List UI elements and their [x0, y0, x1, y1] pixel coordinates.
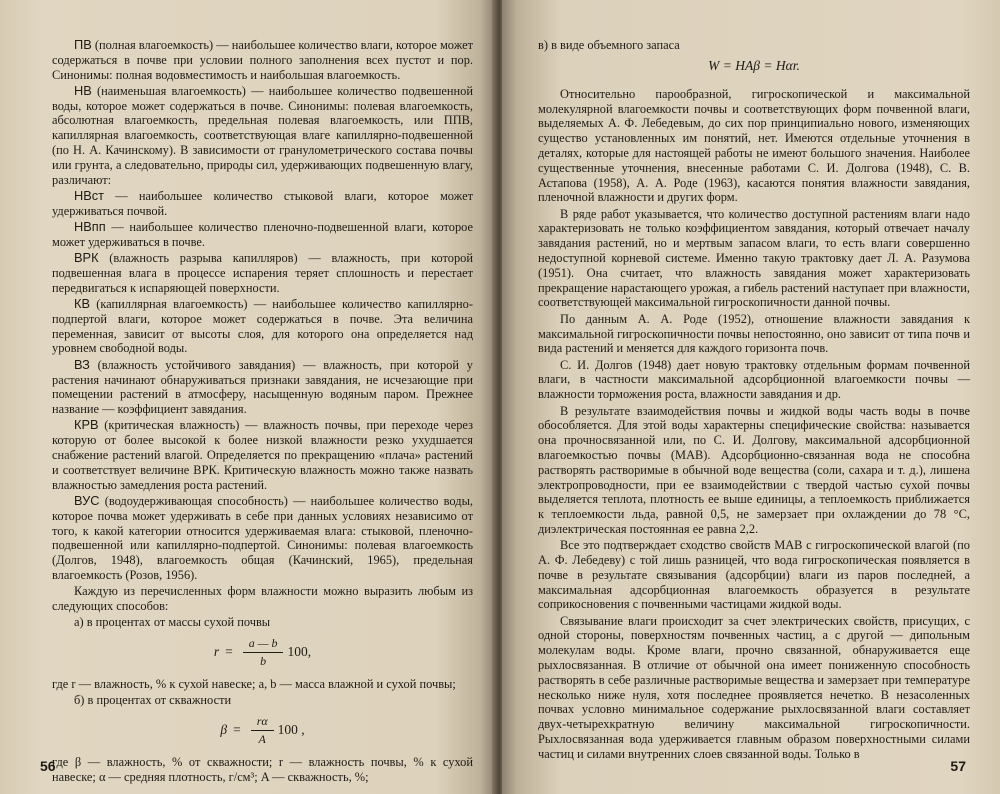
right-page-text [538, 38, 970, 762]
definition-vz: ВЗ (влажность устойчивого завядания) — влажность, при которой у растения начинают обнаруживаться признаки завядания, не исчезающие при помещении растений в атмосферу, насыщенную водяным паром. Прежнее название — коэффициент завядания. [52, 356, 473, 417]
term-kv: КВ [74, 296, 90, 312]
formula-r: r = $\frac{a — b}{b}$ 100, [213, 635, 312, 668]
term-krv: КРВ [74, 417, 99, 433]
page-number-left: 56 [40, 758, 56, 774]
paragraph-lebedev: Относительно парообразной, гигроскопической и максимальной молекулярной влагоемкости почвы и соответствующих форм почвенной влаги, выделяемых А. Ф. Лебедевым, до сих пор принципиально нового, изменяющих существо установленных им понятий, нет. Имеются отдельные уточнения в деталях, которые для настоящей работы не имеют большого значения. Наиболее существенные уточнения, внесенные работами С. И. Долгова (1948), С. В. Астапова (1958), А. А. Роде (1963), касаются понятия влажности завядания, пленочной влажности и других форм. [538, 86, 970, 205]
definition-pv: ПВ (полная влагоемкость) — наибольшее количество влаги, которое может содержаться в почве при условии полного заполнения всех пустот и пор. Синонимы: полная водовместимость и наибольшая влагоемкость. [52, 37, 474, 82]
paragraph-wilting: В ряде работ указывается, что количество доступной растениям влаги надо характеризовать не только коэффициентом завядания, который отвечает началу завядания растений, но и мертвым запасом влаги, то есть влаги совершенно недоступной корневой системе. Именно такую трактовку дает Л. А. Разумова (1951). Она считает, что влажность завядания может характеризовать прекращение нарастающего урожая, а гибель растений наступает при влажности, соответствующей максимальной гигроскопичности данной почвы. [538, 206, 970, 310]
paragraph-forms: Каждую из перечисленных форм влажности можно выразить любым из следующих способов: [52, 584, 473, 613]
definition-vrk: ВРК (влажность разрыва капилляров) — влажность, при которой подвешенная влага в процессе испарения теряет сплошность и перестает передвигаться к испаряющей поверхности. [52, 250, 473, 295]
formula-beta: β = $\frac{r\alpha}{A}$ 100 , [220, 713, 305, 746]
term-nvpp: НВпп [74, 219, 106, 235]
definition-nv: НВ (наименьшая влагоемкость) — наибольшее количество подвешенной воды, которое может содержаться в почве. Синонимы: полевая влагоемкость, абсолютная влагоемкость, предельная полевая влагоемкость, или ППВ, капиллярная влагоемкость, соответствующая влаге капиллярно-подвешенной (по Н. А. Качинскому). В зависимости от гранулометрического состава почвы или грунта, а следовательно, природы сил, удерживающих подвешенную влагу, различают: [52, 82, 473, 187]
fraction-beta: $\frac{r\alpha}{A}$ [251, 714, 274, 747]
term-pv: ПВ [74, 37, 92, 52]
definition-nvpp: НВпп — наибольшее количество пленочно-подвешенной влаги, которое может удерживаться в почве. [52, 219, 473, 249]
list-item-b: б) в процентах от скважности [74, 693, 232, 708]
page-number-right: 57 [950, 758, 966, 774]
term-vrk: ВРК [74, 250, 99, 266]
list-item-a: а) в процентах от массы сухой почвы [74, 615, 271, 630]
list-item-v: в) в виде объемного запаса [538, 38, 680, 52]
right-page [502, 0, 1000, 794]
definition-vus: ВУС (водоудерживающая способность) — наибольшее количество воды, которое почва может удерживать в себе при данных условиях независимо от того, к какой категории относится удерживаемая влага: стыковой, пленочно-подвешенной или капиллярно-подпертой. Синонимы: полевая влагоемкость (Долгов, 1948), влагоемкость общая (Качинский, 1965), предельная влагоемкость (Розов, 1956). [52, 492, 473, 582]
definition-kv: КВ (капиллярная влагоемкость) — наибольшее количество капиллярно-подпертой влаги, которое может содержаться в почве. Эта величина переменная, зависит от высоты слоя, для которого она определяется над уровнем свободной воды. [52, 296, 473, 356]
formula-beta-legend: где β — влажность, % от скважности; r — влажность почвы, % к сухой навеске; α — средняя плотность, г/см³; A — скважность, %; [52, 755, 473, 784]
paragraph-rode: По данным А. А. Роде (1952), отношение влажности завядания к максимальной гигроскопичности почвы непостоянно, оно зависит от типа почв и вида растений и меняется для каждого горизонта почв. [538, 311, 970, 356]
paragraph-dolgov: С. И. Долгов (1948) дает новую трактовку отдельным формам почвенной влаги, в частности максимальной адсорбционной влагоемкости почвы — влажности торможения роста, влажности завядания и др. [538, 357, 970, 402]
term-nv: НВ [74, 82, 92, 98]
left-page [0, 0, 495, 794]
paragraph-binding: Связывание влаги происходит за счет электрических свойств, присущих, с одной стороны, поверхностям почвенных частиц, а с другой — дипольным молекулам воды. Кроме влаги, прочно связанной, обнаруживается еще рыхлосвязанная. В отличие от обычной она имеет пониженную способность растворять в себе различные растворимые вещества и замерзает при температуре несколько ниже нуля, хотя последнее проявляется нечетко. В незасоленных почвах условно минимальное содержание рыхлосвязанной влаги составляет двух-четырехкратную величину максимальной гигроскопичности. Рыхлосвязанная вода удерживается главным образом поверхностными силами частиц и силами внутренних слоев связанной воды. Только в [538, 613, 970, 761]
paragraph-hygroscopic: Все это подтверждает сходство свойств МАВ с гигроскопической влагой (по А. Ф. Лебедеву) с той лишь разницей, что вода гигроскопическая появляется в почве в результате связывания (адсорбции) влаги из паров последней, а максимальная адсорбционная влагоемкость образуется в результате соприкосновения с почвенными частицами жидкой воды. [538, 538, 970, 612]
term-vus: ВУС [74, 492, 100, 508]
fraction-r: $\frac{a — b}{b}$ [243, 636, 284, 669]
left-page-text [52, 38, 473, 785]
formula-r-legend: где r — влажность, % к сухой навеске; a, b — масса влажной и сухой почвы; [52, 677, 456, 692]
paragraph-mav: В результате взаимодействия почвы и жидкой воды часть воды в почве обособляется. Для этой воды характерны специфические свойства: называется она прочносвязанной или, по С. И. Долгову, максимальной адсорбционной влагоемкостью почвы (МАВ). Адсорбционно-связанная вода не способна растворять растворимые в обычной воде вещества (соли, сахара и т. д.), лишена электропроводности, при ее взаимодействии с твердой частью сухой почвы выделяется теплота, плотность ее выше единицы, а теплоемкость приближается к теплоемкости льда, равной 0,5, не замерзает при охлаждении до 78 °С, диэлектрическая постоянная ее равна 2,2. [538, 403, 970, 536]
definition-krv: КРВ (критическая влажность) — влажность почвы, при переходе через которую от более высокой к более низкой влажности резко ухудшается снабжение растений влагой. Определяется по прекращению «плача» растений и соответствует величине ВРК. Критическую влажность можно также назвать влажностью замедления роста растений. [52, 417, 473, 492]
formula-w: W = HAβ = Hαr. [708, 58, 800, 74]
term-nvst: НВст [74, 187, 105, 203]
term-vz: ВЗ [74, 356, 90, 372]
definition-nvst: НВст — наибольшее количество стыковой влаги, которое может удерживаться почвой. [52, 187, 473, 218]
